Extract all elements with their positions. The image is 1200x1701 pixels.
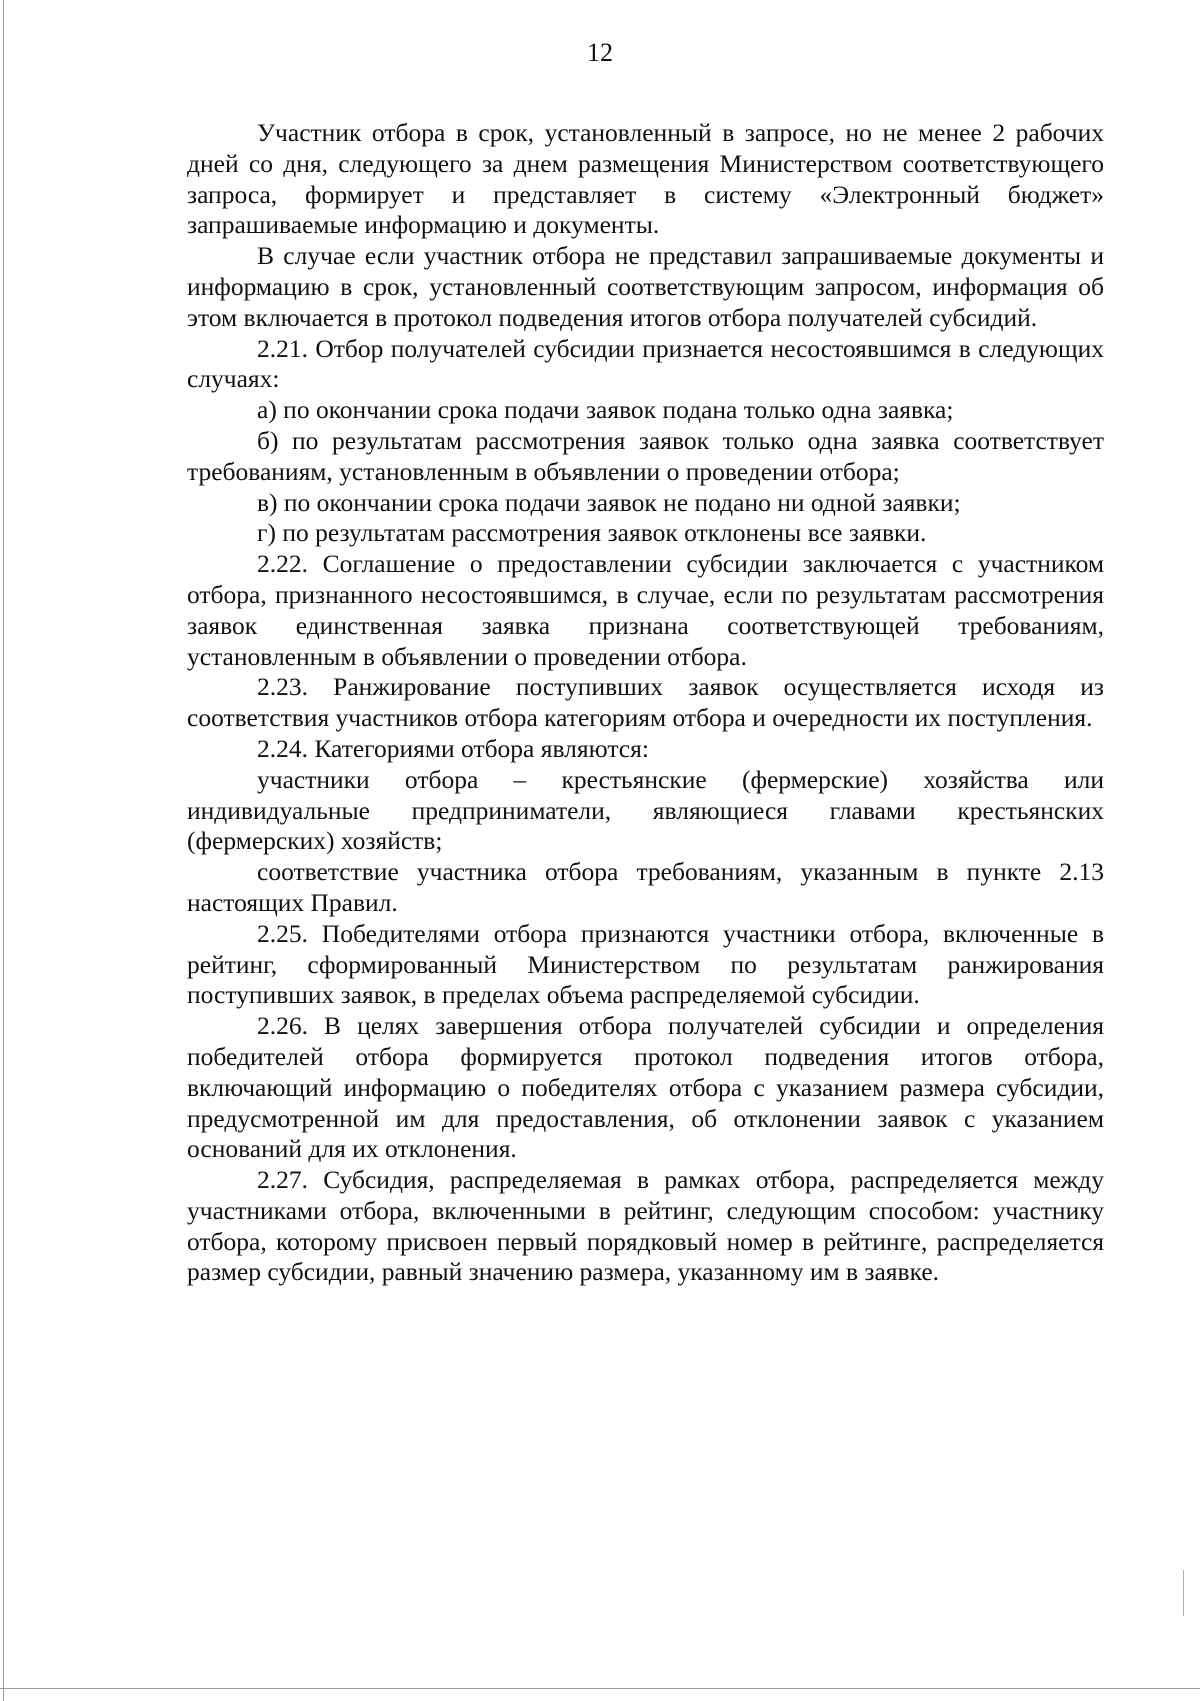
- paragraph: 2.22. Соглашение о предоставлении субсидии заключается с участником отбора, признанного несостоявшимся, в случае, если по результатам рассмотрения заявок единственная заявка признана соответствующей требованиям, установленным в объявлении о проведении отбора.: [187, 549, 1104, 671]
- scan-edge-bottom: [0, 1688, 1200, 1689]
- paragraph: участники отбора – крестьянские (фермерские) хозяйства или индивидуальные предприниматели, являющиеся главами крестьянских (фермерских) хозяйств;: [187, 764, 1104, 856]
- paragraph: соответствие участника отбора требованиям, указанным в пункте 2.13 настоящих Правил.: [187, 857, 1104, 917]
- paragraph: 2.24. Категориями отбора являются:: [257, 733, 649, 763]
- paragraph: 2.23. Ранжирование поступивших заявок осуществляется исходя из соответствия участников отбора категориям отбора и очередности их поступления.: [187, 672, 1104, 733]
- paragraph: 2.26. В целях завершения отбора получателей субсидии и определения победителей отбора формируется протокол подведения итогов отбора, включающий информацию о победителях отбора с указанием размера субсидии, предусмотренной им для предоставления, об отклонении заявок с указанием оснований для их отклонения.: [187, 1011, 1104, 1164]
- scan-edge-right: [1183, 1570, 1184, 1616]
- paragraph: 2.25. Победителями отбора признаются участники отбора, включенные в рейтинг, сформированный Министерством по результатам ранжирования поступивших заявок, в пределах объема распределяемой субсидии.: [187, 918, 1104, 1010]
- paragraph: в) по окончании срока подачи заявок не подано ни одной заявки;: [257, 487, 961, 517]
- page-number: 12: [587, 38, 613, 67]
- document-body: [187, 118, 1104, 1288]
- paragraph: а) по окончании срока подачи заявок подана только одна заявка;: [257, 395, 954, 425]
- scan-edge-left: [3, 0, 4, 1701]
- paragraph: 2.21. Отбор получателей субсидии признается несостоявшимся в следующих случаях:: [187, 333, 1104, 394]
- paragraph: Участник отбора в срок, установленный в запросе, но не менее 2 рабочих дней со дня, следующего за днем размещения Министерством соответствующего запроса, формирует и представляет в систему «Электронный бюджет» запрашиваемые информацию и документы.: [187, 118, 1104, 240]
- paragraph: г) по результатам рассмотрения заявок отклонены все заявки.: [257, 518, 927, 548]
- paragraph: б) по результатам рассмотрения заявок только одна заявка соответствует требованиям, установленным в объявлении о проведении отбора;: [187, 425, 1104, 486]
- paragraph: В случае если участник отбора не представил запрашиваемые документы и информацию в срок, установленный соответствующим запросом, информация об этом включается в протокол подведения итогов отбора получателей субсидий.: [187, 241, 1104, 332]
- paragraph: 2.27. Субсидия, распределяемая в рамках отбора, распределяется между участниками отбора, включенными в рейтинг, следующим способом: участнику отбора, которому присвоен первый порядковый номер в рейтинге, распределяется размер субсидии, равный значению размера, указанному им в заявке.: [187, 1165, 1104, 1287]
